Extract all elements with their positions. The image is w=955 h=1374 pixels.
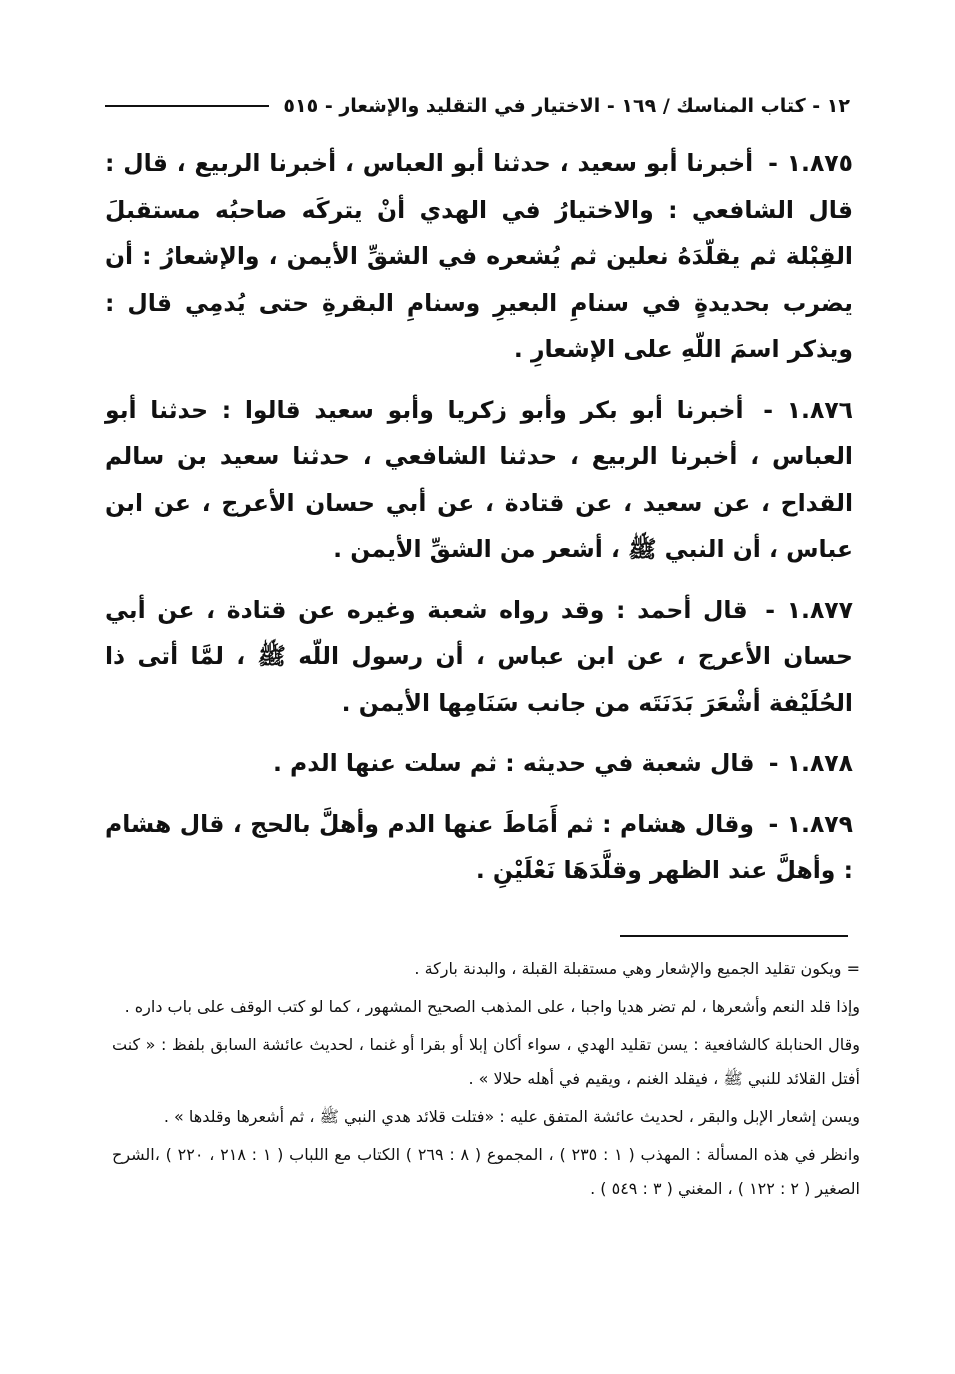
hadith-text: قال أحمد : وقد رواه شعبة وغيره عن قتادة ، عن أبي حسان الأعرج ، عن ابن عباس ، أن رسول اللّه ﷺ ، لمَّا أتى ذا الحُلَيْفة أشْعَرَ بَدَنَتَه من جانب سَنَامِها الأيمن .	[105, 595, 853, 717]
running-header	[105, 86, 850, 126]
hadith-text: أخبرنا أبو بكر وأبو زكريا وأبو سعيد قالوا : حدثنا أبو العباس ، أخبرنا الربيع ، حدثنا الشافعي ، حدثنا سعيد بن سالم القداح ، عن سعيد ، عن قتادة ، عن أبي حسان الأعرج ، عن ابن عباس ، أن النبي ﷺ ، أشعر من الشقِّ الأيمن .	[105, 395, 853, 563]
footnote: ويسن إشعار الإبل والبقر ، لحديث عائشة المتفق عليه : «فتلت قلائد هدي النبي ﷺ ، ثم أشعرها وقلدها » .	[163, 1107, 860, 1126]
hadith-text: قال شعبة في حديثه : ثم سلت عنها الدم .	[272, 749, 755, 777]
header-rule	[105, 105, 269, 107]
footnotes	[112, 952, 860, 1210]
hadith-paragraph	[105, 387, 853, 573]
footnote-divider	[620, 935, 848, 937]
hadith-paragraph	[105, 140, 853, 373]
hadith-paragraph	[105, 740, 853, 787]
hadith-paragraph	[105, 801, 853, 894]
footnote: وانظر في هذه المسألة : المهذب ( ١ : ٢٣٥ ) ، المجموع ( ٨ : ٢٦٩ ) الكتاب مع اللباب ( ١ : ٢١٨ ، ٢٢٠ ) ،الشرح الصغير ( ٢ : ١٢٢ ) ، المغني ( ٣ : ٥٤٩ ) .	[112, 1145, 861, 1198]
footnote: وإذا قلد النعم وأشعرها ، لم تضر هديا واجبا ، على المذهب الصحيح المشهور ، كما لو كتب الوقف على باب داره .	[124, 997, 860, 1016]
main-text	[105, 140, 853, 908]
hadith-number: ١.٨٧٨ -	[768, 749, 853, 777]
footnote: وقال الحنابلة كالشافعية : يسن تقليد الهدي ، سواء أكان إبلا أو بقرا أو غنما ، لحديث عائشة السابق بلفظ : « كنت أفتل القلائد للنبي ﷺ ، فيقلد الغنم ، ويقيم في أهله حلالا » .	[112, 1035, 860, 1088]
hadith-number: ١.٨٧٧ -	[765, 595, 853, 624]
hadith-text: وقال هشام : ثم أَمَاطَ عنها الدم وأهلَّ بالحج ، قال هشام : وأهلَّ عند الظهر وقلَّدَهَا نَعْلَيْنِ .	[105, 809, 853, 884]
hadith-paragraph	[105, 587, 853, 727]
running-header-title: ١٢ - كتاب المناسك / ١٦٩ - الاختيار في التقليد والإشعار - ٥١٥	[283, 95, 850, 117]
hadith-number: ١.٨٧٥ -	[768, 149, 853, 177]
hadith-number: ١.٨٧٦ -	[763, 395, 854, 424]
hadith-text: أخبرنا أبو سعيد ، حدثنا أبو العباس ، أخبرنا الربيع ، قال : قال الشافعي : والاختيارُ في الهدي أنْ يتركَه صاحبُه مستقبلَ القِبْلة ثم يقلّدَهُ نعلين ثم يُشعره في الشقِّ الأيمن ، والإشعارُ : أن يضرب بحديدةٍ في سنامِ البعيرِ وسنامِ البقرةِ حتى يُدمِي قال : ويذكر اسمَ اللّهِ على الإشعارِ .	[105, 149, 853, 363]
hadith-number: ١.٨٧٩ -	[768, 809, 853, 838]
footnote: = ويكون تقليد الجميع والإشعار وهي مستقبلة القبلة ، والبدنة باركة .	[414, 959, 860, 978]
